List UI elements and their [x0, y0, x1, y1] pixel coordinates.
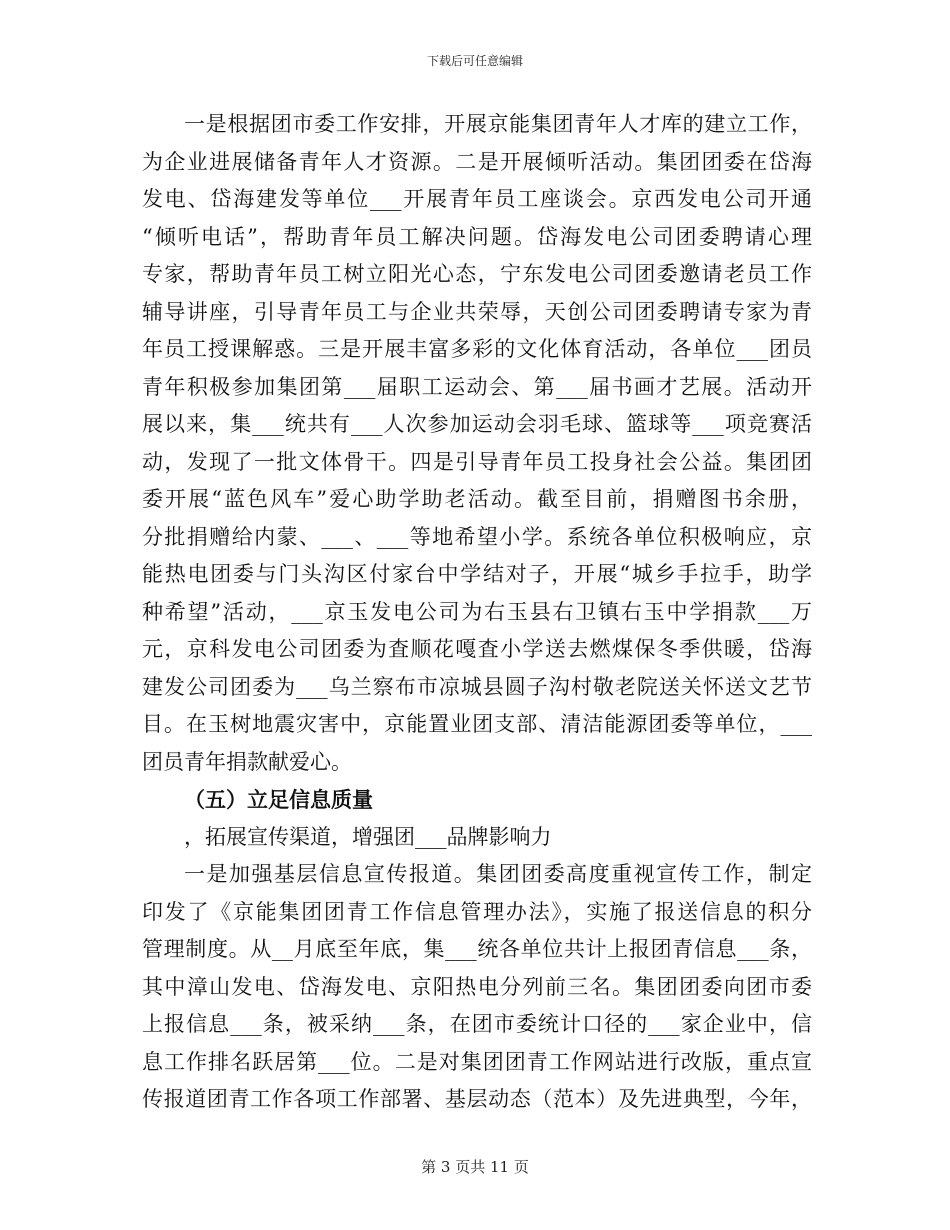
text-line: 一是加强基层信息宣传报道。集团团委高度重视宣传工作，制定	[184, 862, 812, 886]
text-line: 目。在玉树地震灾害中，京能置业团支部、清洁能源团委等单位，___	[142, 712, 812, 736]
text-line: 建发公司团委为___乌兰察布市凉城县圆子沟村敬老院送关怀送文艺节	[142, 674, 812, 699]
text-line: 动，发现了一批文体骨干。四是引导青年员工投身社会公益。集团团	[142, 449, 812, 474]
text-line: ，拓展宣传渠道，增强团___品牌影响力	[184, 824, 552, 849]
text-line: 专家，帮助青年员工树立阳光心态，宁东发电公司团委邀请老员工作	[142, 262, 812, 286]
text-line: 能热电团委与门头沟区付家台中学结对子，开展“城乡手拉手，助学	[142, 562, 812, 586]
text-line: 印发了《京能集团团青工作信息管理办法》，实施了报送信息的积分	[142, 899, 812, 924]
text-line: 元，京科发电公司团委为査顺花嘎査小学送去燃煤保冬季供暖，岱海	[142, 637, 812, 661]
text-line: 为企业进展储备青年人才资源。二是开展倾听活动。集团团委在岱海	[142, 149, 812, 174]
text-line: 其中漳山发电、岱海发电、京阳热电分列前三名。集团团委向团市委	[142, 974, 812, 999]
text-line: 种希望”活动，___京玉发电公司为右玉县右卫镇右玉中学捐款___万	[142, 599, 812, 624]
text-line: 团员青年捐款献爱心。	[142, 749, 352, 774]
text-line: 管理制度。从__月底至年底，集___统各单位共计上报团青信息___条，	[142, 937, 812, 961]
text-line: 委开展“蓝色风车”爱心助学助老活动。截至目前，捐赠图书余册，	[142, 487, 812, 511]
text-line: “倾听电话”，帮助青年员工解决问题。岱海发电公司团委聘请心理	[142, 224, 812, 249]
page-header: 下载后可任意编辑	[426, 54, 523, 68]
text-line: 青年积极参加集团第___届职工运动会、第___届书画才艺展。活动开	[142, 374, 812, 399]
text-line: 展以来，集___统共有___人次参加运动会羽毛球、篮球等___项竞赛活	[142, 412, 812, 436]
text-line: 传报道团青工作各项工作部署、基层动态（范本）及先进典型，今年，	[142, 1087, 812, 1111]
text-line: 一是根据团市委工作安排，开展京能集团青年人才库的建立工作，	[184, 112, 812, 136]
text-line: 分批捐赠给内蒙、___、___等地希望小学。系统各单位积极响应，京	[142, 524, 812, 549]
section-heading: （五）立足信息质量	[184, 787, 373, 812]
text-line: 辅导讲座，引导青年员工与企业共荣辱，天创公司团委聘请专家为青	[142, 299, 812, 324]
document-body	[142, 106, 812, 1119]
page-footer: 第 3 页共 11 页	[421, 1158, 529, 1176]
text-line: 发电、岱海建发等单位___开展青年员工座谈会。京西发电公司开通	[142, 187, 812, 211]
text-line: 年员工授课解惑。三是开展丰富多彩的文化体育活动，各单位___团员	[142, 337, 812, 361]
text-line: 息工作排名跃居第___位。二是对集团团青工作网站进行改版，重点宣	[142, 1049, 812, 1074]
text-line: 上报信息___条，被采纳___条，在团市委统计口径的___家企业中，信	[142, 1012, 812, 1036]
